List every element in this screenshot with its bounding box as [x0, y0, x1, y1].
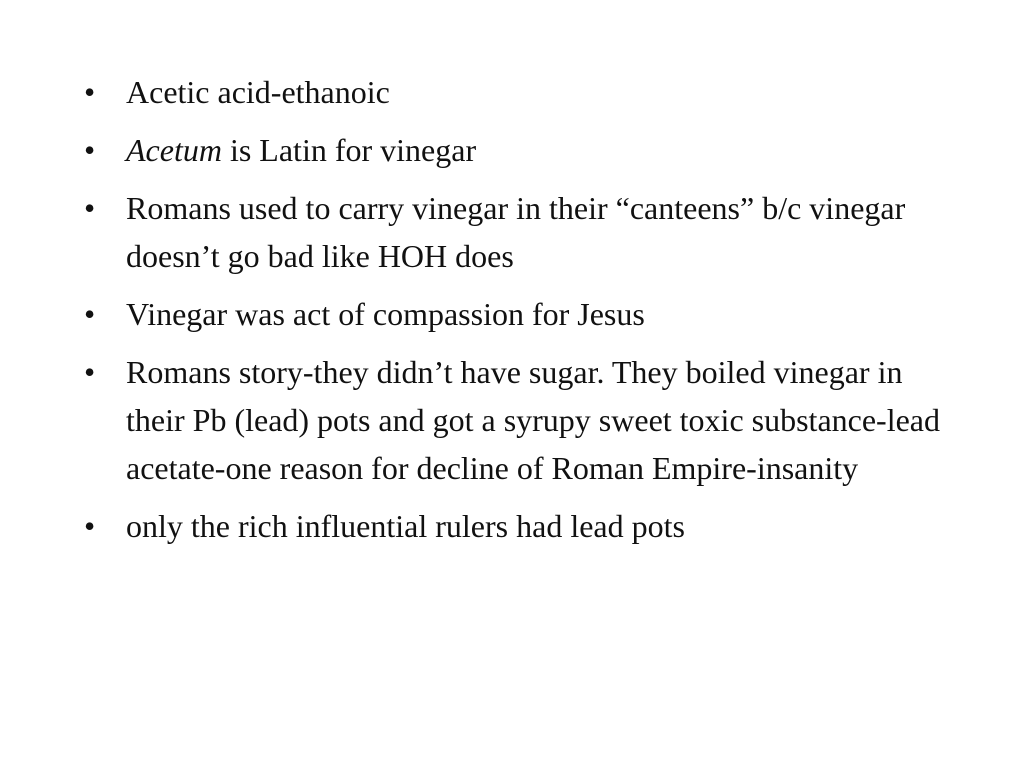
bullet-text: is Latin for vinegar	[221, 132, 477, 168]
bullet-text: Romans used to carry vinegar in their “canteens” b/c vinegar doesn’t go bad like HOH does	[126, 190, 906, 274]
bullet-item-lead-pots	[84, 502, 944, 550]
bullet-item-acetum	[84, 126, 944, 174]
bullet-icon: •	[84, 354, 96, 390]
bullet-icon: •	[84, 508, 96, 544]
bullet-text: Romans story-they didn’t have sugar. They boiled vinegar in their Pb (lead) pots and got a syrupy sweet toxic substance-lead acetate-one reason for decline of Roman Empire-insanity	[126, 354, 940, 486]
bullet-item-canteens	[84, 184, 944, 280]
bullet-icon: •	[84, 190, 96, 226]
bullet-icon: •	[84, 74, 96, 110]
bullet-icon: •	[84, 296, 96, 332]
bullet-icon: •	[84, 132, 96, 168]
bullet-item-lead-story	[84, 348, 944, 492]
bullet-item-compassion	[84, 290, 944, 338]
bullet-list	[84, 68, 944, 560]
bullet-item-acetic-acid	[84, 68, 944, 116]
bullet-text: only the rich influential rulers had lead pots	[126, 508, 685, 544]
bullet-italic-term: Acetum	[126, 132, 222, 168]
bullet-text: Acetic acid-ethanoic	[126, 74, 390, 110]
bullet-text: Vinegar was act of compassion for Jesus	[126, 296, 645, 332]
